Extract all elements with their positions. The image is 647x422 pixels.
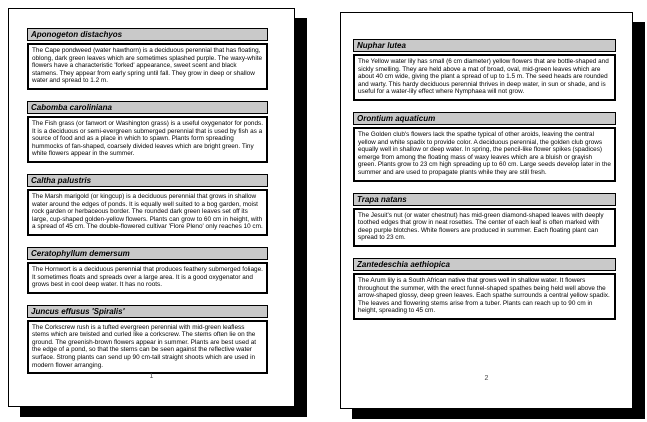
section-title: Zantedeschia aethiopica — [353, 258, 616, 271]
plant-section — [353, 193, 616, 247]
section-body-text: The Arum lily is a South African native that grows well in shallow water. It flowers throughout the summer, with the erect funnel-shaped spathes being held well above the arrow-shaped glossy, deep green leaves. Each spathe surrounds a central yellow spadix. The leaves and flowering stems arise from a tuber. Plants can reach up to 90 cm in height, spreading to 45 cm. — [353, 273, 616, 320]
plant-section — [27, 247, 268, 294]
plant-section — [353, 112, 616, 182]
section-title: Aponogeton distachyos — [27, 28, 268, 41]
plant-section — [27, 305, 268, 375]
page-number: 2 — [484, 375, 489, 382]
section-body-text: The Corkscrew rush is a tufted evergreen perennial with mid-green leafless stems which are twisted and curled like a corkscrew. The stems often lie on the ground. The greenish-brown flowers appear in summer. Plants are best used at the edge of a pond, so that the stems can be seen against the reflective water surface. Strong plants can send up 90 cm-tall straight shoots which are used in modern flower arranging. — [27, 320, 268, 375]
section-body-text: The Fish grass (or fanwort or Washington grass) is a useful oxygenator for ponds. It is a deciduous or semi-evergreen submerged perennial that is used by fish as a source of food and as a place in which to spawn. Plants form spreading hummocks of fan-shaped, coarsely divided leaves which are bright green. Tiny white flowers appear in the summer. — [27, 116, 268, 163]
section-title: Orontium aquaticum — [353, 112, 616, 125]
document-page-2 — [340, 12, 633, 409]
plant-section — [27, 28, 268, 90]
section-title: Ceratophyllum demersum — [27, 247, 268, 260]
section-body-text: The Jesuit's nut (or water chestnut) has mid-green diamond-shaped leaves with deeply toothed edges that grow in neat rosettes. The center of each leaf is often marked with deep purple blotches. White flowers are produced in summer. Each floating plant can spread to 23 cm. — [353, 208, 616, 247]
document-page-1 — [8, 8, 295, 407]
section-body-text: The Yellow water lily has small (6 cm diameter) yellow flowers that are bottle-shaped and sickly smelling. They are held above a mat of broad, oval, mid-green leaves which are about 40 cm wide, giving the plant a spread of up to 1.5 m. The seed heads are rounded and warty. This hardy deciduous perennial thrives in deep water, in sun or shade, and is useful for a water-lily effect where Nymphaea will not grow. — [353, 54, 616, 101]
page-number: 1 — [149, 373, 154, 380]
section-title: Trapa natans — [353, 193, 616, 206]
plant-section — [353, 39, 616, 101]
section-title: Nuphar lutea — [353, 39, 616, 52]
section-body-text: The Golden club's flowers lack the spathe typical of other aroids, leaving the central yellow and white spadix to provide color. A deciduous perennial, the golden club grows equally well in shallow or deep water. In spring, the pencil-like flower spikes (spadices) emerge from among the floating mass of waxy leaves which are a bluish or grayish green. Plants grow to 23 cm high spreading up to 60 cm. Large seeds develop later in the summer and are used to propagate plants while they are still fresh. — [353, 127, 616, 182]
section-title: Cabomba caroliniana — [27, 101, 268, 114]
section-body-text: The Marsh marigold (or kingcup) is a deciduous perennial that grows in shallow water around the edges of ponds. It is equally well suited to a bog garden, moist rock garden or herbaceous border. The rounded dark green leaves set off its large, cup-shaped golden-yellow flowers. Plants can grow to 60 cm in height, with a spread of 45 cm. The double-flowered cultivar 'Flore Pleno' only reaches 10 cm. — [27, 189, 268, 236]
section-body-text: The Hornwort is a deciduous perennial that produces feathery submerged foliage. It sometimes floats and spreads over a large area. It is a good oxygenator and grows best in cool deep water. It has no roots. — [27, 262, 268, 294]
section-title: Caltha palustris — [27, 174, 268, 187]
section-title: Juncus effusus 'Spiralis' — [27, 305, 268, 318]
plant-section — [27, 101, 268, 163]
section-body-text: The Cape pondweed (water hawthorn) is a deciduous perennial that has floating, oblong, dark green leaves which are sometimes splashed purple. The waxy-white flowers have a characteristic 'forked' appearance, sweet scent and black stamens. They appear from early spring until fall. They grow in deep or shallow water and spread to 1.2 m. — [27, 43, 268, 90]
plant-section — [353, 258, 616, 320]
plant-section — [27, 174, 268, 236]
